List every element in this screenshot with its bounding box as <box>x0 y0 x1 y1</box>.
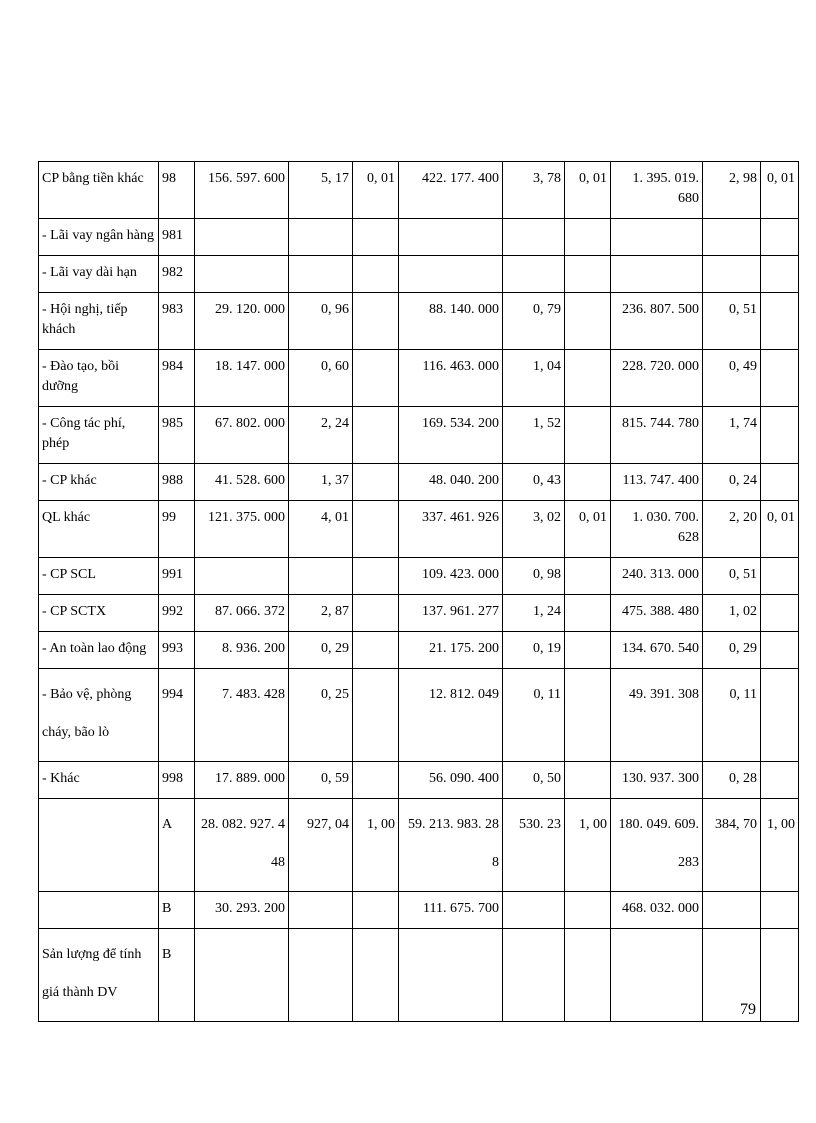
cell-label: Sản lượng để tính giá thành DV <box>39 929 159 1022</box>
table-row <box>39 669 799 762</box>
cell-p3: 0, 29 <box>703 632 761 669</box>
cell-r2 <box>565 350 611 407</box>
cell-label <box>39 799 159 892</box>
cell-r3 <box>761 293 799 350</box>
cell-r2 <box>565 595 611 632</box>
cell-code: 983 <box>159 293 195 350</box>
cell-v3: 180. 049. 609. 283 <box>611 799 703 892</box>
cell-label: QL khác <box>39 501 159 558</box>
cell-p3: 384, 70 <box>703 799 761 892</box>
cell-r1 <box>353 762 399 799</box>
cell-r1 <box>353 256 399 293</box>
cell-v3: 815. 744. 780 <box>611 407 703 464</box>
cell-p1: 2, 24 <box>289 407 353 464</box>
table-row <box>39 501 799 558</box>
cell-v1: 41. 528. 600 <box>195 464 289 501</box>
cell-v1: 156. 597. 600 <box>195 162 289 219</box>
cell-r1 <box>353 464 399 501</box>
cell-p1: 5, 17 <box>289 162 353 219</box>
cell-p1 <box>289 256 353 293</box>
cell-p2: 1, 04 <box>503 350 565 407</box>
cell-p1: 0, 25 <box>289 669 353 762</box>
cell-p2: 0, 50 <box>503 762 565 799</box>
cell-r2 <box>565 407 611 464</box>
cell-v3: 1. 030. 700. 628 <box>611 501 703 558</box>
cell-p1: 0, 29 <box>289 632 353 669</box>
cell-r1 <box>353 350 399 407</box>
cell-v2: 48. 040. 200 <box>399 464 503 501</box>
cell-p2 <box>503 256 565 293</box>
cell-p1 <box>289 558 353 595</box>
cell-label: - CP SCTX <box>39 595 159 632</box>
cell-r3 <box>761 350 799 407</box>
cell-p1 <box>289 929 353 1022</box>
cell-label: - Lãi vay dài hạn <box>39 256 159 293</box>
cell-v2: 21. 175. 200 <box>399 632 503 669</box>
cell-r3 <box>761 892 799 929</box>
cell-p2: 3, 02 <box>503 501 565 558</box>
cell-p2: 1, 24 <box>503 595 565 632</box>
cell-v2 <box>399 219 503 256</box>
cell-label: - Đào tạo, bồi dưỡng <box>39 350 159 407</box>
cell-code: B <box>159 892 195 929</box>
cell-p3: 1, 74 <box>703 407 761 464</box>
cell-p3 <box>703 219 761 256</box>
cell-r2 <box>565 892 611 929</box>
cell-p1 <box>289 892 353 929</box>
table-row <box>39 558 799 595</box>
cell-code: 98 <box>159 162 195 219</box>
cell-r2 <box>565 558 611 595</box>
cell-v1 <box>195 219 289 256</box>
cell-v2: 59. 213. 983. 288 <box>399 799 503 892</box>
cell-p2: 0, 19 <box>503 632 565 669</box>
cell-r1: 0, 01 <box>353 162 399 219</box>
table-row <box>39 929 799 1022</box>
cell-p3: 0, 51 <box>703 293 761 350</box>
cell-code: 982 <box>159 256 195 293</box>
cell-p2: 0, 11 <box>503 669 565 762</box>
cell-v3: 1. 395. 019. 680 <box>611 162 703 219</box>
cell-v1: 17. 889. 000 <box>195 762 289 799</box>
cell-r2: 0, 01 <box>565 162 611 219</box>
cell-v2: 337. 461. 926 <box>399 501 503 558</box>
cell-v1: 87. 066. 372 <box>195 595 289 632</box>
cell-v3: 236. 807. 500 <box>611 293 703 350</box>
cell-r3 <box>761 929 799 1022</box>
cell-code: 992 <box>159 595 195 632</box>
cell-p2: 1, 52 <box>503 407 565 464</box>
cell-v2: 109. 423. 000 <box>399 558 503 595</box>
cell-r3 <box>761 762 799 799</box>
cell-r3 <box>761 632 799 669</box>
table-row <box>39 219 799 256</box>
cell-r3: 0, 01 <box>761 162 799 219</box>
cell-v1: 8. 936. 200 <box>195 632 289 669</box>
table-row <box>39 350 799 407</box>
table-row <box>39 632 799 669</box>
cell-p3: 0, 51 <box>703 558 761 595</box>
cell-p2: 530. 23 <box>503 799 565 892</box>
cell-label: - CP SCL <box>39 558 159 595</box>
cell-p3: 0, 28 <box>703 762 761 799</box>
cell-v2: 116. 463. 000 <box>399 350 503 407</box>
cell-p2: 0, 43 <box>503 464 565 501</box>
table-row <box>39 595 799 632</box>
cell-p3: 0, 11 <box>703 669 761 762</box>
cell-code: B <box>159 929 195 1022</box>
cell-label <box>39 892 159 929</box>
cell-p2: 0, 79 <box>503 293 565 350</box>
table-row <box>39 762 799 799</box>
table-body <box>39 162 799 1022</box>
cell-code: 998 <box>159 762 195 799</box>
cell-r2 <box>565 762 611 799</box>
cell-p2: 0, 98 <box>503 558 565 595</box>
cell-v2 <box>399 256 503 293</box>
cell-v3 <box>611 256 703 293</box>
cell-r1 <box>353 632 399 669</box>
cell-v3 <box>611 929 703 1022</box>
cell-r1 <box>353 595 399 632</box>
cell-code: 984 <box>159 350 195 407</box>
cell-r2: 0, 01 <box>565 501 611 558</box>
table-row <box>39 892 799 929</box>
cell-p1 <box>289 219 353 256</box>
cell-r3 <box>761 219 799 256</box>
cell-r2 <box>565 669 611 762</box>
cell-label: - Công tác phí, phép <box>39 407 159 464</box>
cell-code: 981 <box>159 219 195 256</box>
table-row <box>39 799 799 892</box>
cell-p3 <box>703 892 761 929</box>
cell-code: A <box>159 799 195 892</box>
cell-v3: 475. 388. 480 <box>611 595 703 632</box>
cell-p2: 3, 78 <box>503 162 565 219</box>
cell-p3: 2, 20 <box>703 501 761 558</box>
cell-r3 <box>761 595 799 632</box>
cell-v1: 30. 293. 200 <box>195 892 289 929</box>
cell-v2: 137. 961. 277 <box>399 595 503 632</box>
cell-p3: 0, 49 <box>703 350 761 407</box>
cell-p1: 2, 87 <box>289 595 353 632</box>
cell-v1: 121. 375. 000 <box>195 501 289 558</box>
cell-v1 <box>195 558 289 595</box>
cell-r1 <box>353 669 399 762</box>
cell-r3 <box>761 558 799 595</box>
cell-code: 985 <box>159 407 195 464</box>
cell-v1 <box>195 256 289 293</box>
cell-v2: 88. 140. 000 <box>399 293 503 350</box>
cell-code: 99 <box>159 501 195 558</box>
cell-r2 <box>565 632 611 669</box>
cell-r3 <box>761 669 799 762</box>
cell-r2 <box>565 293 611 350</box>
cell-r1 <box>353 293 399 350</box>
cell-p2 <box>503 929 565 1022</box>
cell-v3: 130. 937. 300 <box>611 762 703 799</box>
cell-v1: 67. 802. 000 <box>195 407 289 464</box>
cell-v3: 228. 720. 000 <box>611 350 703 407</box>
table-row <box>39 162 799 219</box>
cell-v1: 29. 120. 000 <box>195 293 289 350</box>
cell-code: 994 <box>159 669 195 762</box>
cell-r2 <box>565 464 611 501</box>
cell-r3: 1, 00 <box>761 799 799 892</box>
cell-label: - Lãi vay ngân hàng <box>39 219 159 256</box>
cell-r2 <box>565 256 611 293</box>
cell-v1: 28. 082. 927. 448 <box>195 799 289 892</box>
cell-r1: 1, 00 <box>353 799 399 892</box>
cell-v3 <box>611 219 703 256</box>
cell-p2 <box>503 892 565 929</box>
cell-p1: 0, 60 <box>289 350 353 407</box>
cell-r1 <box>353 929 399 1022</box>
table-row <box>39 407 799 464</box>
cost-table <box>38 161 799 1022</box>
cell-code: 988 <box>159 464 195 501</box>
cell-r2 <box>565 929 611 1022</box>
cell-v2: 56. 090. 400 <box>399 762 503 799</box>
cell-label: - Khác <box>39 762 159 799</box>
cell-r1 <box>353 501 399 558</box>
cell-v2: 111. 675. 700 <box>399 892 503 929</box>
cell-p3: 1, 02 <box>703 595 761 632</box>
cell-v1: 18. 147. 000 <box>195 350 289 407</box>
cell-r2: 1, 00 <box>565 799 611 892</box>
cell-label: - An toàn lao động <box>39 632 159 669</box>
cell-v3: 113. 747. 400 <box>611 464 703 501</box>
cell-r1 <box>353 407 399 464</box>
table-row <box>39 464 799 501</box>
cell-v3: 468. 032. 000 <box>611 892 703 929</box>
cell-r3 <box>761 464 799 501</box>
cell-p1: 0, 96 <box>289 293 353 350</box>
cell-p1: 927, 04 <box>289 799 353 892</box>
cell-code: 993 <box>159 632 195 669</box>
cell-r3: 0, 01 <box>761 501 799 558</box>
cell-label: CP bằng tiền khác <box>39 162 159 219</box>
cell-v2: 422. 177. 400 <box>399 162 503 219</box>
cell-r3 <box>761 407 799 464</box>
cell-p1: 0, 59 <box>289 762 353 799</box>
cell-r1 <box>353 558 399 595</box>
cell-p2 <box>503 219 565 256</box>
cell-v2: 169. 534. 200 <box>399 407 503 464</box>
cell-v1 <box>195 929 289 1022</box>
cell-v3: 240. 313. 000 <box>611 558 703 595</box>
cell-p3: 0, 24 <box>703 464 761 501</box>
cell-p1: 1, 37 <box>289 464 353 501</box>
cell-v3: 49. 391. 308 <box>611 669 703 762</box>
cell-v3: 134. 670. 540 <box>611 632 703 669</box>
table-row <box>39 256 799 293</box>
table-row <box>39 293 799 350</box>
cell-r2 <box>565 219 611 256</box>
cell-v2: 12. 812. 049 <box>399 669 503 762</box>
cell-r1 <box>353 892 399 929</box>
cell-label: - CP khác <box>39 464 159 501</box>
cell-label: - Bảo vệ, phòng cháy, bão lò <box>39 669 159 762</box>
cell-label: - Hội nghị, tiếp khách <box>39 293 159 350</box>
cell-p3: 2, 98 <box>703 162 761 219</box>
cell-v2 <box>399 929 503 1022</box>
cell-code: 991 <box>159 558 195 595</box>
page-number: 79 <box>740 1001 756 1018</box>
cell-r3 <box>761 256 799 293</box>
cell-r1 <box>353 219 399 256</box>
cell-v1: 7. 483. 428 <box>195 669 289 762</box>
cell-p1: 4, 01 <box>289 501 353 558</box>
cell-p3 <box>703 256 761 293</box>
